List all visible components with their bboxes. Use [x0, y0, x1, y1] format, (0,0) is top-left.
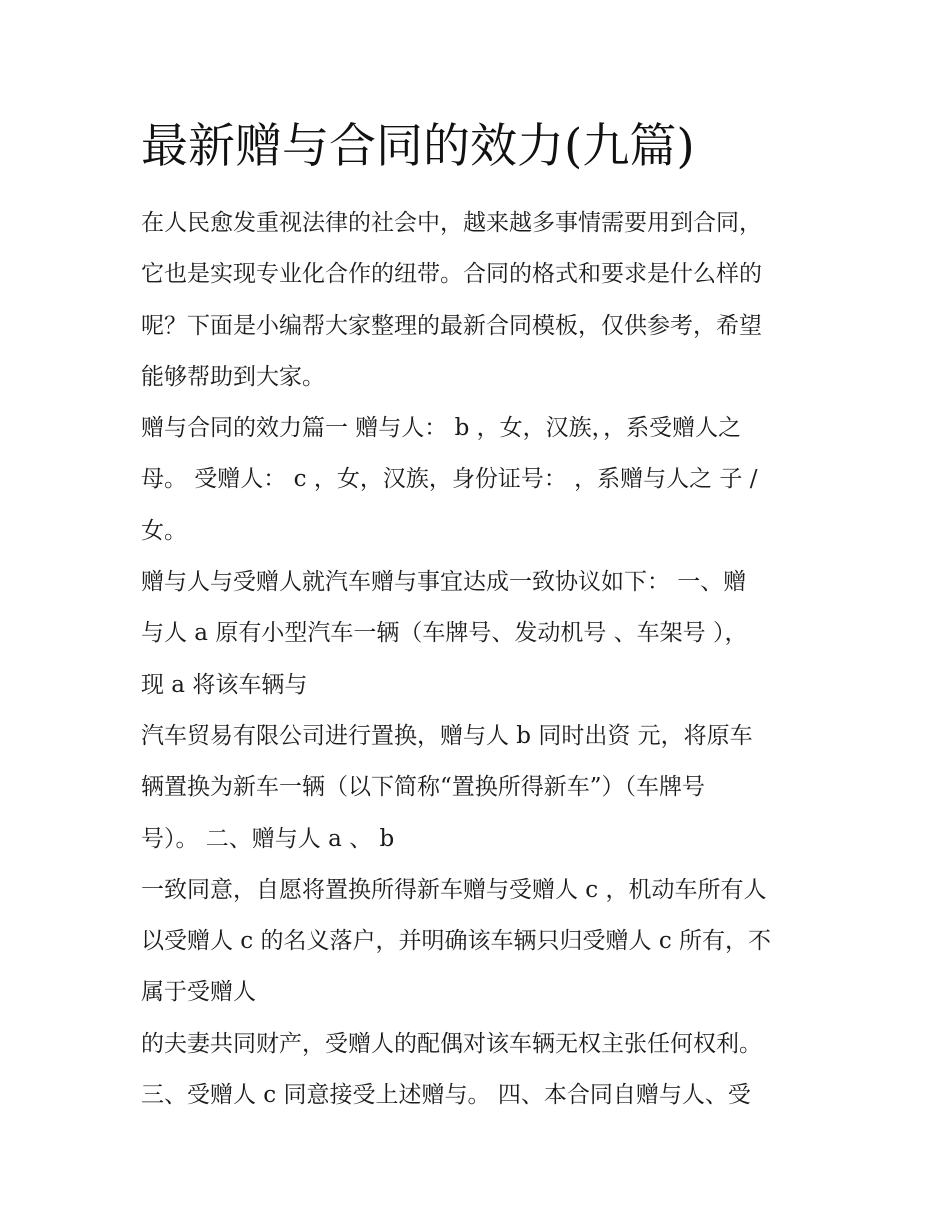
body-line: 的夫妻共同财产，受赠人的配偶对该车辆无权主张任何权利。 [141, 1030, 762, 1057]
body-line: 赠与合同的效力篇一 赠与人： b ，女，汉族，，系受赠人之 [141, 415, 742, 442]
body-line: 它也是实现专业化合作的纽带。合同的格式和要求是什么样的 [141, 261, 762, 288]
body-line: 现 a 将该车辆与 [141, 671, 308, 698]
body-line: 汽车贸易有限公司进行置换，赠与人 b 同时出资 元，将原车 [141, 722, 753, 749]
body-line: 一致同意，自愿将置换所得新车赠与受赠人 c ，机动车所有人 [141, 876, 767, 903]
body-line: 能够帮助到大家。 [141, 363, 325, 390]
body-line: 赠与人与受赠人就汽车赠与事宜达成一致协议如下： 一、赠 [141, 569, 747, 596]
body-line: 以受赠人 c 的名义落户，并明确该车辆只归受赠人 c 所有，不 [141, 928, 772, 955]
body-line: 母。 受赠人： c ，女，汉族，身份证号： ，系赠与人之 子 / [141, 466, 758, 493]
body-line: 辆置换为新车一辆（以下简称“置换所得新车”）（车牌号 [141, 774, 706, 801]
body-line: 三、受赠人 c 同意接受上述赠与。 四、本合同自赠与人、受 [141, 1082, 751, 1109]
body-line: 在人民愈发重视法律的社会中，越来越多事情需要用到合同， [141, 210, 762, 236]
body-line: 号）。 二、赠与人 a 、 b [141, 825, 395, 852]
document-body [141, 198, 831, 1121]
body-line: 与人 a 原有小型汽车一辆（车牌号、发动机号 、车架号 ）， [141, 620, 748, 647]
document-title: 最新赠与合同的效力(九篇) [141, 119, 695, 174]
body-line: 属于受赠人 [141, 979, 256, 1006]
body-line: 呢？下面是小编帮大家整理的最新合同模板，仅供参考，希望 [141, 312, 762, 339]
body-line: 女。 [141, 517, 187, 544]
